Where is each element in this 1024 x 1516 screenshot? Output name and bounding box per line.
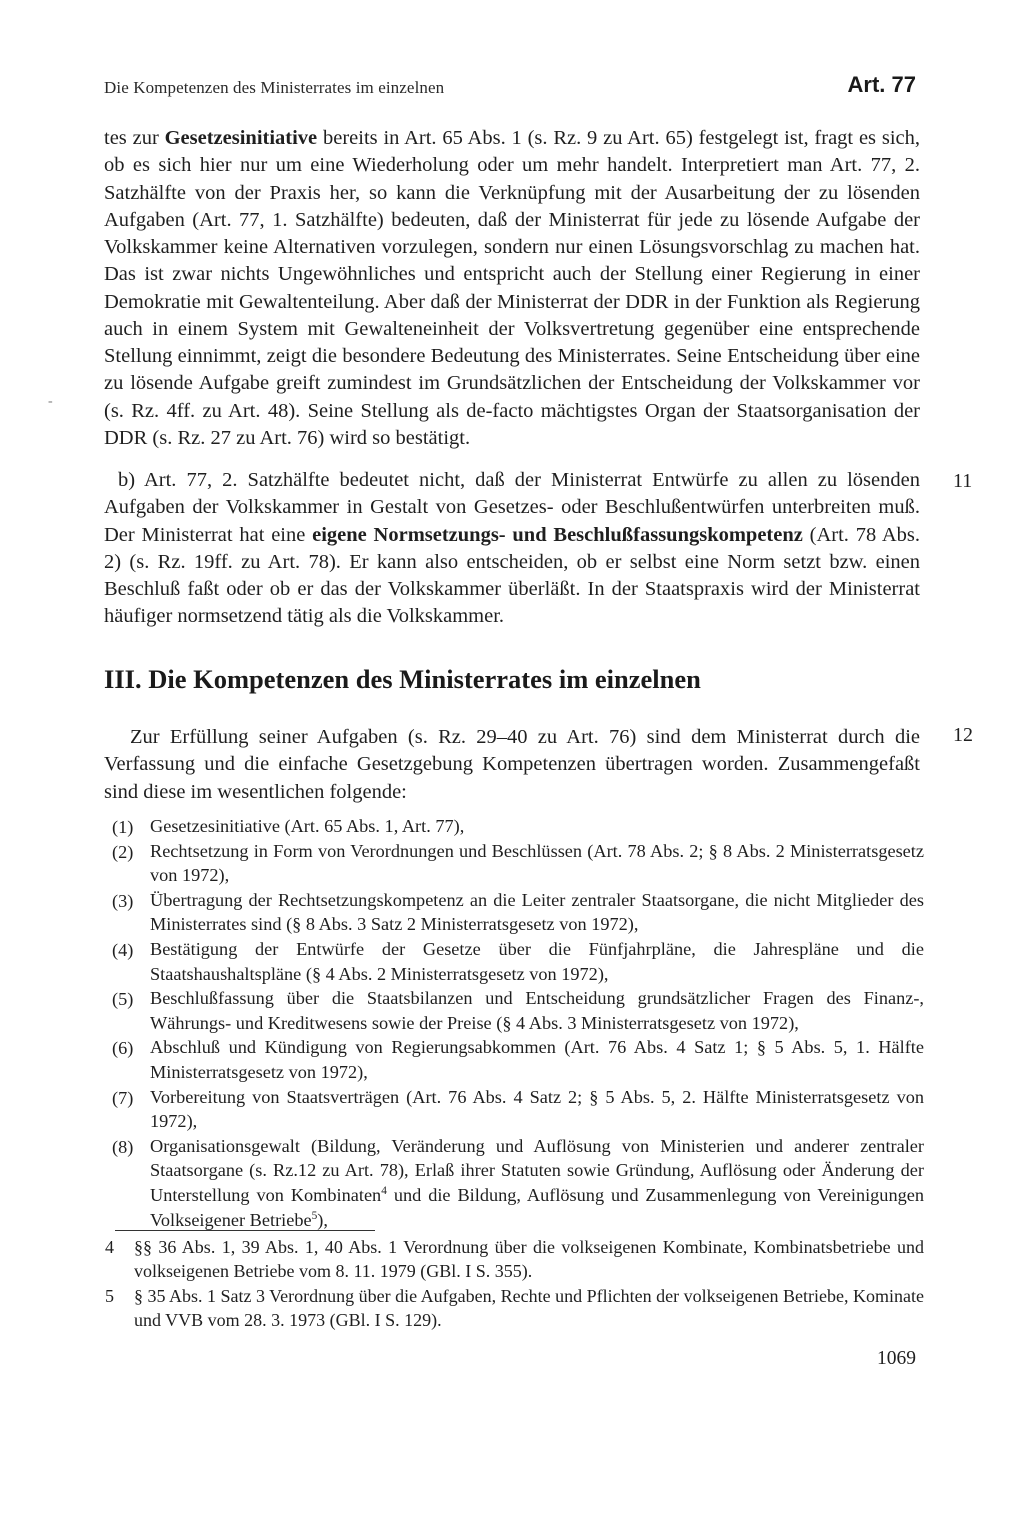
list-item	[104, 1134, 924, 1232]
paragraph-text: b) Art. 77, 2. Satzhälfte bedeutet nicht, daß der Ministerrat Entwürfe zu allen zu lösenden Aufgaben der Volkskammer in Gestalt von Gesetzes- oder Beschlußentwürfen unterbreiten muß. Der Ministerrat hat eine	[104, 469, 920, 546]
footnote-number: 5	[105, 1286, 114, 1306]
article-label: Art. 77	[847, 72, 916, 97]
list-item	[104, 888, 924, 937]
margin-number-11: 11	[953, 470, 973, 492]
list-item	[104, 1035, 924, 1084]
paragraph-text: bereits in Art. 65 Abs. 1 (s. Rz. 9 zu Art. 65) festgelegt ist, fragt es sich, ob es sich hier nur um eine Wiederholung oder um mehr handelt. Interpretiert man Art. 77, 2. Satzhälfte von der Praxis her, so kann die Verknüpfung mit der Ausarbeitung der zu lösenden Aufgaben (Art. 77, 1. Satzhälfte) bedeuten, daß der Ministerrat für jede zu lösende Aufgabe der Volkskammer keine Alternativen vorzulegen, sondern nur einen Lösungsvorschlag zu machen hat. Das ist zwar nichts Ungewöhnliches und entspricht auch der Stellung einer Regierung in einer Demokratie mit Gewaltenteilung. Aber daß der Ministerrat der DDR in der Funktion als Regierung auch in einem System mit Gewalteneinheit der Volksvertretung gegenüber eine entsprechende Stellung einnimmt, zeigt die besondere Bedeutung des Ministerrates. Seine Entscheidung über eine zu lösende Aufgabe greift zumindest im Grundsätzlichen der Entscheidung der Volkskammer vor (s. Rz. 4ff. zu Art. 48). Seine Stellung als de-facto mächtigstes Organ der Staatsorganisation der DDR (s. Rz. 27 zu Art. 76) wird so bestätigt.	[104, 127, 920, 449]
footnote-divider	[115, 1230, 375, 1231]
list-item-number: (2)	[112, 841, 134, 862]
list-item	[104, 814, 924, 839]
margin-mark: -	[48, 394, 53, 409]
running-head: Die Kompetenzen des Ministerrates im einzelnen	[104, 78, 445, 97]
list-item-number: (6)	[112, 1038, 134, 1059]
footnote-5	[104, 1285, 924, 1332]
list-item-text: Gesetzesinitiative (Art. 65 Abs. 1, Art. 77),	[150, 816, 465, 836]
list-item-text	[150, 1136, 924, 1230]
section-heading: III. Die Kompetenzen des Ministerrates im einzelnen	[104, 664, 701, 694]
body-paragraph-2	[104, 467, 920, 631]
body-paragraph-3: Zur Erfüllung seiner Aufgaben (s. Rz. 29–40 zu Art. 76) sind dem Ministerrat durch die Verfassung und die einfache Gesetzgebung Kompetenzen übertragen worden. Zusammengefaßt sind diese im wesentlichen folgende:	[104, 726, 920, 803]
list-item	[104, 986, 924, 1035]
footnote-ref-5[interactable]: 5	[311, 1209, 318, 1222]
footnote-number: 4	[105, 1237, 114, 1257]
footnote-text: §§ 36 Abs. 1, 39 Abs. 1, 40 Abs. 1 Verordnung über die volkseigenen Kombinate, Kombinatsbetriebe und volkseigenen Betriebe vom 8. 11. 1979 (GBl. I S. 355).	[134, 1237, 924, 1281]
bold-term-normsetzung: eigene Normsetzungs- und Beschlußfassungskompetenz	[312, 523, 803, 546]
list-item-text: Bestätigung der Entwürfe der Gesetze über die Fünfjahrpläne, die Jahrespläne und die Staatshaushaltspläne (§ 4 Abs. 2 Ministerratsgesetz von 1972),	[150, 938, 924, 984]
list-item	[104, 1085, 924, 1134]
list-item-text: Übertragung der Rechtsetzungskompetenz an die Leiter zentraler Staatsorgane, die nicht Mitglieder des Ministerrates sind (§ 8 Abs. 3 Satz 2 Ministerratsgesetz von 1972),	[150, 889, 924, 935]
list-item-number: (4)	[112, 939, 134, 960]
footnote-text: § 35 Abs. 1 Satz 3 Verordnung über die Aufgaben, Rechte und Pflichten der volkseigenen Betriebe, Kominate und VVB vom 28. 3. 1973 (GBl. I S. 129).	[134, 1286, 924, 1330]
list-item-number: (5)	[112, 989, 134, 1010]
list-item	[104, 937, 924, 986]
footnote-ref-4[interactable]: 4	[381, 1184, 387, 1197]
list-item-text-part: und die Bildung, Auflösung und Zusammenlegung von Vereinigungen Volkseigener Betriebe	[150, 1184, 924, 1230]
list-item-text: Beschlußfassung über die Staatsbilanzen und Entscheidung grundsätzlicher Fragen des Finanz-, Währungs- und Kreditwesens sowie der Preise (§ 4 Abs. 3 Ministerratsgesetz von 1972),	[150, 988, 924, 1033]
margin-number-12: 12	[953, 724, 973, 746]
list-item-number: (1)	[112, 817, 134, 837]
list-item	[104, 839, 924, 888]
list-item-number: (3)	[112, 890, 134, 911]
footnote-4	[104, 1236, 924, 1283]
list-item-number: (8)	[112, 1136, 134, 1157]
body-paragraph-1	[104, 125, 920, 452]
competence-list	[104, 814, 924, 1232]
list-item-text: Abschluß und Kündigung von Regierungsabkommen (Art. 76 Abs. 4 Satz 1; § 5 Abs. 5, 1. Hälfte Ministerratsgesetz von 1972),	[150, 1037, 924, 1082]
bold-term-gesetzesinitiative: Gesetzesinitiative	[164, 127, 318, 149]
list-item-text-part: Organisationsgewalt (Bildung, Veränderung und Auflösung von Ministerien und anderer zentraler Staatsorgane (s. Rz.12 zu Art. 78), Erlaß ihrer Statuten sowie Gründung, Auflösung oder Änderung der Unterstellung von Kombinaten	[150, 1135, 924, 1205]
list-item-text: Rechtsetzung in Form von Verordnungen und Beschlüssen (Art. 78 Abs. 2; § 8 Abs. 2 Ministerratsgesetz von 1972),	[150, 840, 924, 886]
list-item-text: Vorbereitung von Staatsverträgen (Art. 76 Abs. 4 Satz 2; § 5 Abs. 5, 2. Hälfte Ministerratsgesetz von 1972),	[150, 1086, 924, 1132]
list-item-text-part: ),	[317, 1209, 328, 1230]
paragraph-text: tes zur	[104, 127, 165, 149]
page-number: 1069	[877, 1348, 916, 1369]
footnotes	[104, 1236, 924, 1334]
list-item-number: (7)	[112, 1087, 134, 1108]
paragraph-text: (Art. 78 Abs. 2) (s. Rz. 19ff. zu Art. 78). Er kann also entscheiden, ob er selbst eine Norm setzt bzw. einen Beschluß faßt oder ob er das der Volkskammer überläßt. In der Staatspraxis wird der Ministerrat häufiger normsetzend tätig als die Volkskammer.	[104, 523, 920, 628]
